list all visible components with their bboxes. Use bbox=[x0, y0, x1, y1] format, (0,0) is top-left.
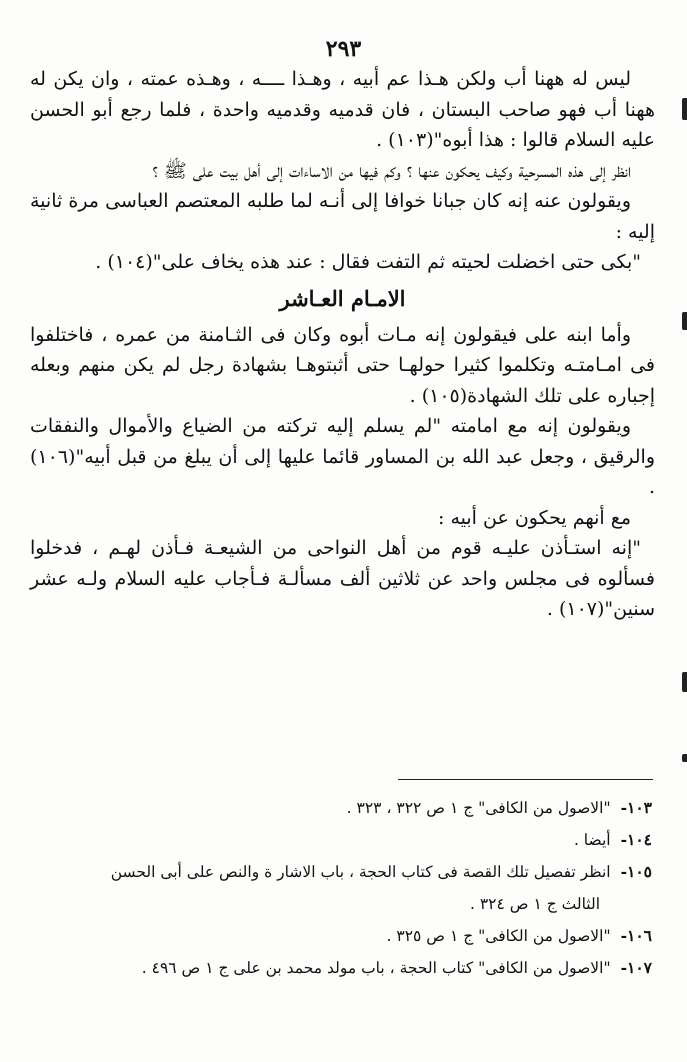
paragraph-2: انظر إلى هذه المسرحية وكيف يحكون عنها ؟ وكم فيها من الاساءات إلى أهل بيت على ﷺ ؟ bbox=[152, 159, 631, 182]
footnote-number: ١٠٥- bbox=[620, 862, 652, 881]
footnote-104 bbox=[32, 824, 652, 856]
paragraph-7: مع أنهم يحكون عن أبيه : bbox=[438, 506, 631, 529]
footnote-text: "الاصول من الكافى" كتاب الحجة ، باب مولد محمد بن على ج ١ ص ٤٩٦ . bbox=[141, 959, 611, 977]
scan-edge-mark bbox=[682, 98, 687, 120]
footnote-number: ١٠٦- bbox=[620, 926, 652, 945]
scan-edge-mark bbox=[682, 754, 687, 762]
footnote-divider bbox=[398, 779, 653, 780]
footnote-number: ١٠٧- bbox=[620, 958, 652, 977]
main-text bbox=[30, 64, 655, 625]
paragraph-6: ويقولون إنه مع امامته "لم يسلم إليه تركته من الضياع والأموال والنفقات والرقيق ، وجعل عبد الله بن المساور قائما عليها إلى أن يبلغ من قبل أبيه"(١٠٦) . bbox=[30, 415, 655, 498]
paragraph-5: وأما ابنه على فيقولون إنه مـات أبوه وكان فى الثـامنة من عمره ، فاختلفوا فى امـامتـه وتكلموا كثيرا حولهـا حتى أثبتوهـا بشهادة رجل لم يكن منهم وبعله إجباره على تلك الشهادة(١٠٥) . bbox=[30, 323, 655, 407]
footnote-103 bbox=[32, 792, 652, 824]
footnote-number: ١٠٤- bbox=[620, 830, 652, 849]
paragraph-1: ليس له ههنا أب ولكن هـذا عم أبيه ، وهـذا ــــه ، وهـذه عمته ، وان يكن له ههنا أب فهو صاحب البستان ، فان قدميه وقدميه واحدة ، فلما رجع أبو الحسن عليه السلام قالوا : هذا أبوه"(١٠٣) . bbox=[30, 68, 655, 151]
footnote-text: "الاصول من الكافى" ج ١ ص ٣٢٢ ، ٣٢٣ . bbox=[346, 799, 611, 817]
footnote-text: "الاصول من الكافى" ج ١ ص ٣٢٥ . bbox=[386, 927, 611, 945]
footnote-text: أيضا . bbox=[573, 831, 611, 849]
footnote-number: ١٠٣- bbox=[620, 798, 652, 817]
footnote-text: انظر تفصيل تلك القصة فى كتاب الحجة ، باب الاشار ة والنص على أبى الحسن bbox=[110, 863, 611, 881]
page-number: ٢٩٣ bbox=[325, 36, 362, 62]
footnote-105-continuation: الثالث ج ١ ص ٣٢٤ . bbox=[470, 895, 600, 913]
footnote-107 bbox=[32, 952, 652, 984]
section-heading: الامـام العـاشر bbox=[279, 285, 406, 311]
paragraph-3: ويقولون عنه إنه كان جبانا خوافا إلى أنـه لما طلبه المعتصم العباسى مرة ثانية إليه : bbox=[30, 190, 655, 243]
footnotes bbox=[32, 792, 652, 984]
footnote-106 bbox=[32, 920, 652, 952]
scan-edge-mark bbox=[682, 672, 687, 692]
quote-paragraph-8: "إنه استـأذن عليـه قوم من أهل النواحى من الشيعـة فـأذن لهـم ، فدخلوا فسألوه فى مجلس واحد عن ثلاثين ألف مسألـة فـأجاب عليه السلام ولـه عشر سنين"(١٠٧) . bbox=[30, 537, 655, 620]
quote-paragraph-4: "بكى حتى اخضلت لحيته ثم التفت فقال : عند هذه يخاف على"(١٠٤) . bbox=[95, 251, 641, 273]
scan-edge-mark bbox=[682, 312, 687, 330]
footnote-105 bbox=[32, 856, 652, 888]
